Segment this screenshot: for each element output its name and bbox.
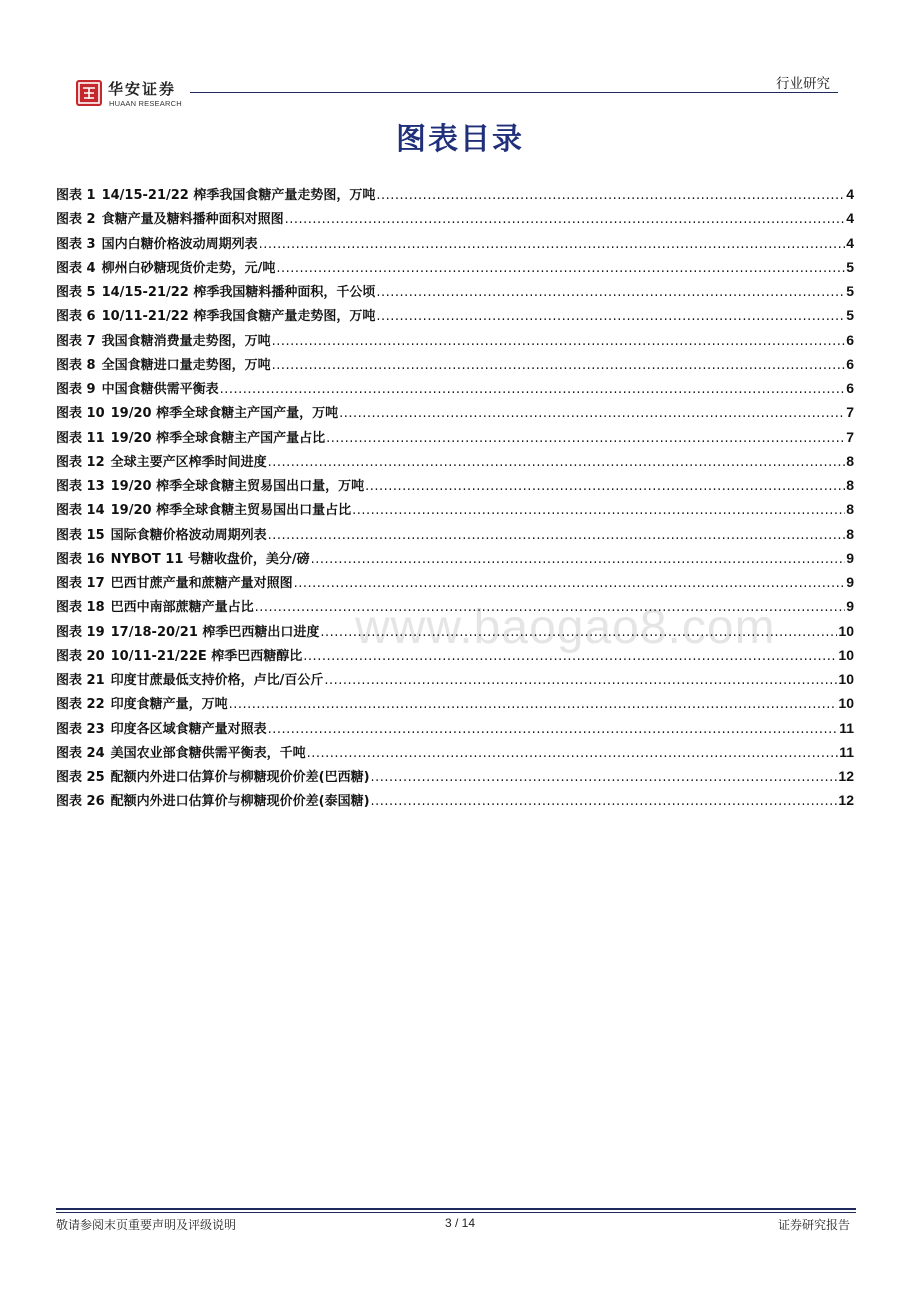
toc-entry[interactable] — [56, 524, 854, 548]
toc-entry-label — [56, 402, 338, 421]
toc-entry-page: 6 — [846, 331, 854, 348]
toc-entry-title: 巴西甘蔗产量和蔗糖产量对照图 — [110, 576, 293, 591]
toc-entry-number: 图表 22 — [56, 697, 105, 713]
toc-entry-page: 10 — [838, 646, 854, 663]
toc-entry-page: 11 — [839, 719, 854, 736]
toc-entry[interactable] — [56, 669, 854, 693]
toc-entry-label — [56, 742, 306, 761]
toc-entry-label — [56, 548, 310, 567]
toc-entry-title: 印度甘蔗最低支持价格，卢比/百公斤 — [110, 673, 324, 688]
toc-entry-number: 图表 12 — [56, 454, 105, 470]
brand-subtitle: HUAAN RESEARCH — [109, 99, 182, 108]
toc-entry-page: 6 — [846, 380, 854, 396]
toc-entry-label — [56, 693, 228, 712]
toc-leader-dots — [259, 237, 846, 252]
page-header — [0, 0, 920, 110]
toc-entry[interactable] — [56, 354, 854, 378]
toc-entry-label — [56, 499, 351, 518]
toc-entry[interactable] — [56, 378, 854, 402]
toc-entry-title: NYBOT 11 号糖收盘价，美分/磅 — [110, 551, 310, 567]
toc-entry-title: 14/15-21/22 榨季我国食糖产量走势图，万吨 — [101, 188, 376, 203]
toc-entry-number: 图表 25 — [56, 770, 105, 785]
toc-entry-number: 图表 16 — [56, 551, 105, 567]
toc-entry[interactable] — [56, 742, 854, 766]
watermark: www.baogao8.com — [355, 601, 776, 654]
toc-entry-page: 8 — [846, 477, 854, 493]
brand-name: 华安证券 — [108, 80, 177, 98]
toc-entry[interactable] — [56, 402, 854, 426]
toc-leader-dots — [272, 334, 846, 349]
toc-leader-dots — [294, 576, 846, 591]
toc-entry-page: 7 — [846, 404, 854, 421]
footer-report-type: 证券研究报告 — [777, 1218, 850, 1232]
toc-entry-page: 9 — [846, 549, 854, 566]
toc-leader-dots — [352, 503, 845, 518]
toc-entry-page: 12 — [838, 768, 854, 784]
toc-entry[interactable] — [56, 184, 854, 208]
toc-entry-page: 6 — [846, 355, 854, 372]
toc-leader-dots — [365, 479, 845, 494]
toc-leader-dots — [324, 673, 837, 688]
toc-leader-dots — [268, 722, 839, 737]
page-title: 图表目录 — [396, 122, 524, 157]
toc-entry-number: 图表 20 — [56, 648, 105, 664]
toc-entry-page: 5 — [846, 307, 854, 324]
toc-entry[interactable] — [56, 621, 854, 645]
toc-entry-number: 图表 11 — [56, 430, 105, 446]
section-label: 行业研究 — [776, 76, 830, 92]
toc-entry-number: 图表 26 — [56, 794, 105, 810]
toc-entry-number: 图表 15 — [56, 527, 105, 543]
toc-entry-title: 19/20 榨季全球食糖主贸易国出口量，万吨 — [110, 479, 365, 494]
toc-entry-number: 图表 21 — [56, 673, 105, 688]
toc-leader-dots — [229, 697, 838, 712]
toc-leader-dots — [220, 382, 846, 397]
toc-entry-label — [56, 208, 284, 227]
toc-entry-page: 4 — [846, 186, 854, 202]
toc-leader-dots — [311, 552, 846, 567]
toc-entry-title: 配额内外进口估算价与柳糖现价价差(巴西糖) — [110, 770, 370, 785]
toc-entry-label — [56, 233, 258, 252]
toc-entry-title: 印度食糖产量，万吨 — [110, 697, 228, 713]
toc-entry[interactable] — [56, 766, 854, 790]
toc-entry-page: 4 — [846, 210, 854, 227]
toc-entry-number: 图表 18 — [56, 600, 105, 616]
toc-entry-title: 19/20 榨季全球食糖主产国产量，万吨 — [110, 406, 339, 422]
toc-entry-label — [56, 669, 323, 688]
toc-entry-title: 国内白糖价格波动周期列表 — [101, 236, 258, 252]
toc-entry[interactable] — [56, 499, 854, 523]
toc-entry-page: 12 — [838, 792, 854, 809]
toc-entry-number: 图表 3 — [56, 236, 96, 252]
toc-entry-number: 图表 9 — [56, 382, 96, 397]
footer-disclaimer: 敬请参阅末页重要声明及评级说明 — [56, 1218, 237, 1232]
toc-entry[interactable] — [56, 645, 854, 669]
toc-entry-label — [56, 184, 375, 203]
toc-leader-dots — [376, 285, 845, 300]
toc-entry-page: 5 — [846, 283, 854, 299]
huaan-logo-icon — [76, 80, 102, 106]
toc-entry-page: 8 — [846, 501, 854, 518]
toc-entry-title: 美国农业部食糖供需平衡表，千吨 — [110, 745, 306, 761]
toc-entry[interactable] — [56, 548, 854, 572]
toc-entry-page: 10 — [838, 671, 854, 687]
toc-entry-number: 图表 1 — [56, 188, 96, 203]
toc-entry-label — [56, 354, 271, 373]
toc-entry-title: 17/18-20/21 榨季巴西糖出口进度 — [110, 624, 320, 640]
toc-entry[interactable] — [56, 281, 854, 305]
toc-entry-label — [56, 281, 375, 300]
toc-entry-number: 图表 24 — [56, 745, 105, 761]
header-divider — [190, 92, 838, 93]
toc-entry-page: 8 — [846, 525, 854, 542]
page-indicator: 3 / 14 — [444, 1216, 476, 1230]
toc-entry-title: 10/11-21/22 榨季我国食糖产量走势图，万吨 — [101, 309, 376, 325]
toc-entry[interactable] — [56, 330, 854, 354]
toc-leader-dots — [268, 455, 846, 470]
toc-leader-dots — [371, 770, 838, 785]
toc-entry-title: 全球主要产区榨季时间进度 — [110, 454, 267, 470]
toc-entry[interactable] — [56, 790, 854, 814]
toc-entry-label — [56, 330, 271, 349]
toc-entry[interactable] — [56, 208, 854, 232]
toc-entry-number: 图表 23 — [56, 721, 105, 737]
toc-entry-number: 图表 5 — [56, 285, 96, 300]
toc-entry-page: 10 — [838, 622, 854, 639]
toc-entry-label — [56, 596, 254, 615]
toc-entry-label — [56, 790, 370, 809]
toc-entry-title: 14/15-21/22 榨季我国糖料播种面积，千公顷 — [101, 285, 376, 300]
toc-leader-dots — [320, 625, 837, 640]
toc-leader-dots — [339, 406, 845, 421]
toc-entry-page: 10 — [838, 695, 854, 712]
toc-leader-dots — [268, 528, 846, 543]
toc-entry-title: 配额内外进口估算价与柳糖现价价差(泰国糖) — [110, 794, 370, 810]
toc-entry-title: 印度各区域食糖产量对照表 — [110, 721, 267, 737]
toc-entry-label — [56, 475, 364, 494]
toc-entry[interactable] — [56, 572, 854, 596]
toc-entry-number: 图表 6 — [56, 309, 96, 325]
toc-entry[interactable] — [56, 451, 854, 475]
toc-entry-number: 图表 17 — [56, 576, 105, 591]
toc-entry[interactable] — [56, 257, 854, 281]
toc-entry-label — [56, 451, 267, 470]
toc-entry[interactable] — [56, 427, 854, 451]
toc-leader-dots — [303, 649, 837, 664]
toc-entry-number: 图表 8 — [56, 357, 96, 373]
toc-entry[interactable] — [56, 305, 854, 329]
toc-entry-number: 图表 4 — [56, 260, 96, 276]
toc-entry-title: 国际食糖价格波动周期列表 — [110, 527, 267, 543]
toc-entry-label — [56, 524, 267, 543]
toc-entry-label — [56, 427, 325, 446]
toc-entry-number: 图表 2 — [56, 212, 96, 228]
toc-leader-dots — [285, 212, 846, 227]
table-of-figures — [56, 184, 854, 815]
toc-entry-label — [56, 305, 375, 324]
toc-entry-title: 10/11-21/22E 榨季巴西糖醇比 — [110, 648, 303, 664]
toc-entry-page: 9 — [846, 574, 854, 590]
toc-entry[interactable] — [56, 233, 854, 257]
toc-entry-label — [56, 572, 293, 591]
toc-leader-dots — [376, 188, 845, 203]
toc-entry-page: 7 — [846, 428, 854, 445]
toc-leader-dots — [307, 746, 839, 761]
toc-entry-label — [56, 257, 275, 276]
toc-leader-dots — [276, 261, 845, 276]
toc-entry-title: 中国食糖供需平衡表 — [101, 382, 219, 397]
toc-leader-dots — [376, 309, 845, 324]
toc-entry-label — [56, 718, 267, 737]
toc-entry-page: 8 — [846, 452, 854, 469]
toc-leader-dots — [371, 794, 838, 809]
toc-entry-page: 11 — [839, 743, 854, 760]
toc-entry-label — [56, 766, 370, 785]
toc-entry-label — [56, 621, 319, 640]
toc-entry-label — [56, 645, 302, 664]
toc-entry-title: 食糖产量及糖料播种面积对照图 — [101, 212, 284, 228]
toc-entry-title: 巴西中南部蔗糖产量占比 — [110, 600, 254, 616]
toc-entry-number: 图表 14 — [56, 503, 105, 519]
toc-entry-label — [56, 378, 219, 397]
toc-entry-title: 我国食糖消费量走势图，万吨 — [101, 333, 271, 349]
toc-leader-dots — [272, 358, 846, 373]
toc-entry-title: 柳州白砂糖现货价走势，元/吨 — [101, 260, 276, 276]
footer-divider-thin — [56, 1212, 856, 1213]
toc-entry-number: 图表 13 — [56, 479, 105, 494]
toc-entry-page: 5 — [846, 258, 854, 275]
toc-entry[interactable] — [56, 693, 854, 717]
toc-entry[interactable] — [56, 596, 854, 620]
toc-entry[interactable] — [56, 475, 854, 499]
toc-entry-title: 全国食糖进口量走势图，万吨 — [101, 357, 271, 373]
toc-leader-dots — [255, 600, 846, 615]
toc-leader-dots — [326, 431, 845, 446]
toc-entry-page: 9 — [846, 598, 854, 615]
toc-entry[interactable] — [56, 718, 854, 742]
toc-entry-title: 19/20 榨季全球食糖主贸易国出口量占比 — [110, 503, 352, 519]
toc-entry-number: 图表 10 — [56, 406, 105, 422]
toc-entry-page: 4 — [846, 234, 854, 251]
toc-entry-number: 图表 19 — [56, 624, 105, 640]
toc-entry-number: 图表 7 — [56, 333, 96, 349]
toc-entry-title: 19/20 榨季全球食糖主产国产量占比 — [110, 430, 326, 446]
footer-divider — [56, 1208, 856, 1210]
